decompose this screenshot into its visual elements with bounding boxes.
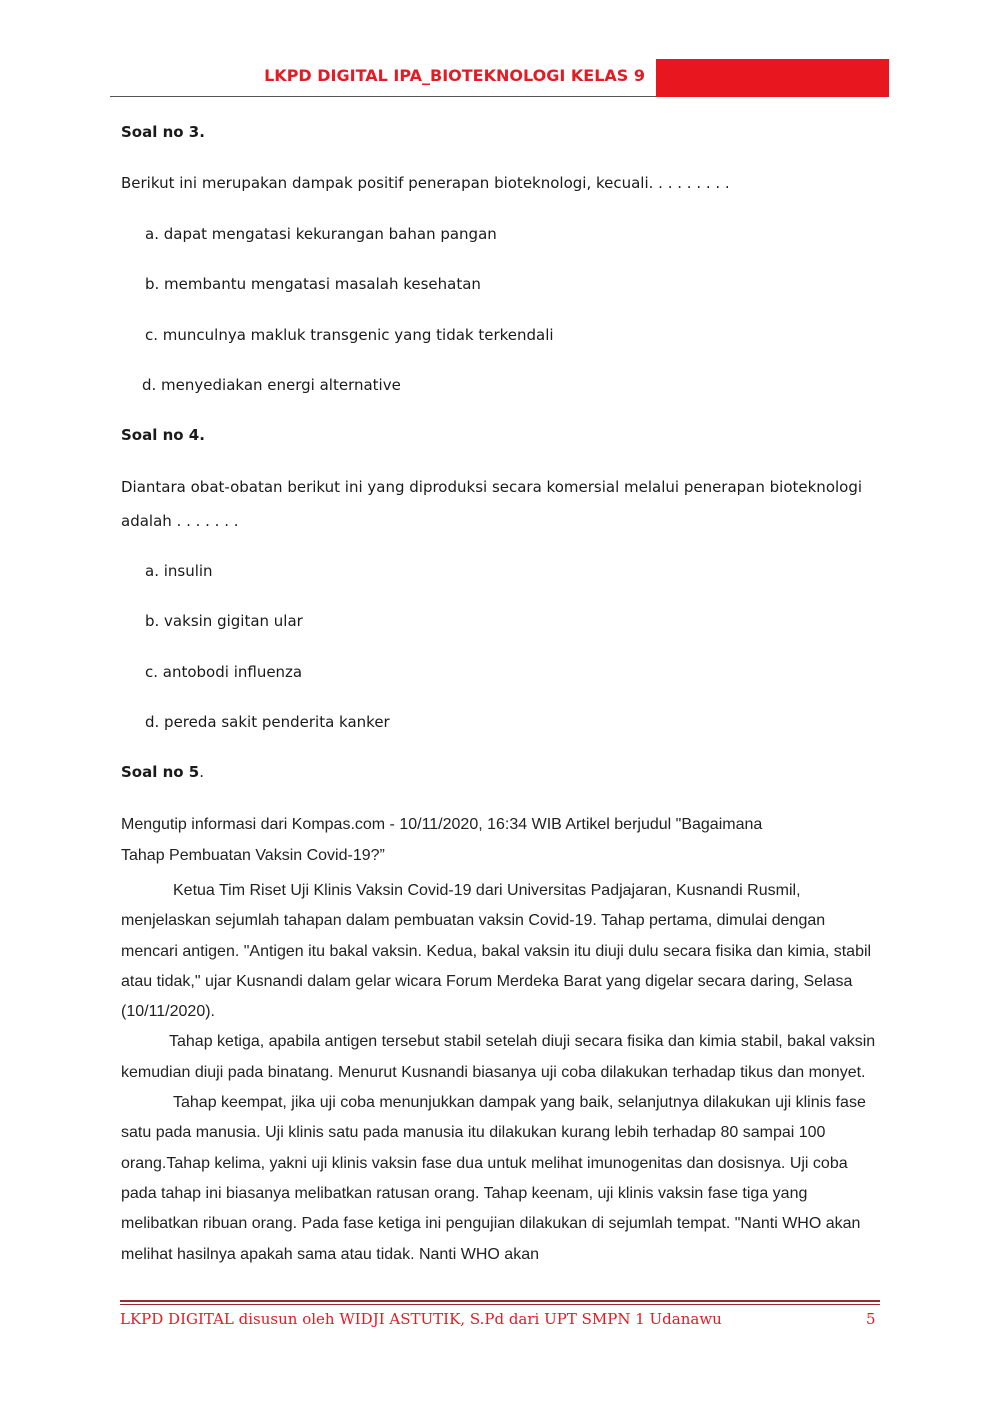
q4-option-d: d. pereda sakit penderita kanker [145, 713, 390, 731]
q5-intro-line2: Tahap Pembuatan Vaksin Covid-19?” [121, 847, 385, 864]
header-red-block [656, 59, 889, 97]
q5-intro-line1: Mengutip informasi dari Kompas.com - 10/11/2020, 16:34 WIB Artikel berjudul "Bagaimana [121, 816, 763, 833]
q4-question-line2: adalah . . . . . . . [121, 512, 239, 530]
article-paragraph-1: Ketua Tim Riset Uji Klinis Vaksin Covid-19 dari Universitas Padjajaran, Kusnandi Rusmil, menjelaskan sejumlah tahapan dalam pembuatan vaksin Covid-19. Tahap pertama, dimulai dengan mencari antigen. "Antigen itu bakal vaksin. Kedua, bakal vaksin itu diuji dulu secara fisika dan kimia, stabil atau tidak," ujar Kusnandi dalam gelar wicara Forum Merdeka Barat yang digelar secara daring, Selasa (10/11/2020). [121, 882, 872, 1021]
q3-option-d: d. menyediakan energi alternative [142, 376, 401, 394]
q4-question-line1: Diantara obat-obatan berikut ini yang diproduksi secara komersial melalui penerapan bioteknologi [121, 478, 863, 496]
q4-option-a: a. insulin [145, 562, 213, 580]
q3-title: Soal no 3. [121, 123, 205, 141]
footer-divider-thin [120, 1304, 880, 1305]
q3-question: Berikut ini merupakan dampak positif penerapan bioteknologi, kecuali. . . . . . . . . [121, 174, 730, 192]
article-paragraph-2: Tahap ketiga, apabila antigen tersebut stabil setelah diuji secara fisika dan kimia stabil, bakal vaksin kemudian diuji pada binatang. Menurut Kusnandi biasanya uji coba dilakukan terhadap tikus dan monyet. [121, 1033, 876, 1081]
q5-title [121, 762, 204, 782]
q5-article [121, 876, 881, 1270]
q5-title-bold: Soal no 5 [121, 763, 200, 781]
q3-option-b: b. membantu mengatasi masalah kesehatan [145, 275, 481, 293]
q4-title: Soal no 4. [121, 426, 205, 444]
header-divider [110, 96, 656, 97]
q4-option-b: b. vaksin gigitan ular [145, 612, 303, 630]
q3-option-a: a. dapat mengatasi kekurangan bahan pangan [145, 225, 497, 243]
q3-option-c: c. munculnya makluk transgenic yang tidak terkendali [145, 326, 554, 344]
q5-title-tail: . [199, 763, 205, 781]
q4-option-c: c. antobodi influenza [145, 663, 303, 681]
header-title: LKPD DIGITAL IPA_BIOTEKNOLOGI KELAS 9 [264, 66, 645, 85]
page-number: 5 [866, 1310, 876, 1328]
footer-credit: LKPD DIGITAL disusun oleh WIDJI ASTUTIK, S.Pd dari UPT SMPN 1 Udanawu [120, 1310, 722, 1328]
article-paragraph-3: Tahap keempat, jika uji coba menunjukkan dampak yang baik, selanjutnya dilakukan uji klinis fase satu pada manusia. Uji klinis satu pada manusia itu dilakukan kurang lebih terhadap 80 sampai 100 orang.Tahap kelima, yakni uji klinis vaksin fase dua untuk melihat imunogenitas dan dosisnya. Uji coba pada tahap ini biasanya melibatkan ratusan orang. Tahap keenam, uji klinis vaksin fase tiga yang melibatkan ribuan orang. Pada fase ketiga ini pengujian dilakukan di sejumlah tempat. "Nanti WHO akan melihat hasilnya apakah sama atau tidak. Nanti WHO akan [121, 1094, 866, 1263]
footer-divider-thick [120, 1300, 880, 1302]
